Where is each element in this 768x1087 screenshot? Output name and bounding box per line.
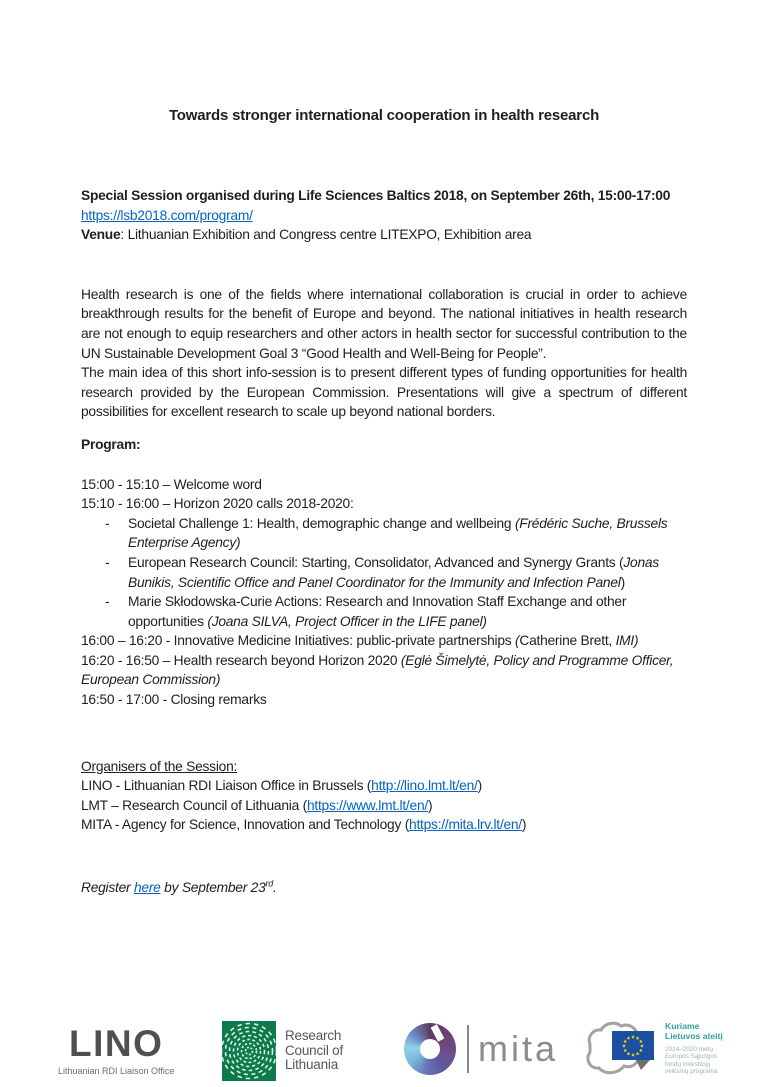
imi-speaker: Catherine Brett, (519, 633, 616, 649)
organiser-line-mita (81, 815, 687, 835)
register-line (81, 878, 687, 898)
program-bullet-societal (81, 514, 687, 553)
imi-org: IMI) (615, 633, 639, 649)
research-council-line-3: Lithuania (285, 1057, 338, 1073)
intro-section (81, 285, 687, 422)
eu-funding-logo (580, 1018, 723, 1082)
register-middle: by September 23 (160, 880, 266, 896)
program-link[interactable]: https://lsb2018.com/program/ (81, 207, 253, 223)
session-headline: Special Session organised during Life Sciences Baltics 2018, on September 26th, 15:00-17:00 (81, 188, 671, 203)
bullet-erc-speaker: Jonas Bunikis, Scientific Office and Panel Coordinator for the Immunity and Infection Panel (128, 554, 659, 590)
program-bullet-msca (81, 592, 687, 631)
venue-line (81, 225, 687, 245)
bullet-erc-text: European Research Council: Starting, Consolidator, Advanced and Synergy Grants ( (128, 554, 624, 570)
mita-logo (404, 1023, 558, 1075)
bullet-societal-speaker: (Frédéric Suche, Brussels Enterprise Agency) (128, 515, 668, 551)
program-line-horizon: 15:10 - 16:00 – Horizon 2020 calls 2018-2020: (81, 496, 354, 512)
organiser-lino-text: LINO - Lithuanian RDI Liaison Office in Brussels ( (81, 778, 372, 794)
register-prefix: Register (81, 880, 134, 896)
mita-divider (467, 1025, 469, 1073)
organiser-line-lino (81, 776, 687, 796)
session-info (81, 186, 687, 245)
research-council-name (285, 1029, 343, 1073)
lino-logo (58, 1023, 175, 1076)
eu-flag-icon (580, 1018, 660, 1082)
program-schedule (81, 475, 687, 710)
mita-logo-wordmark: mita (478, 1028, 559, 1069)
intro-paragraph-2: The main idea of this short info-session is to present different types of funding opportunities for health research provided by the European Commission. Presentations will give a spectrum of different possibilities for excellent research to scale up beyond national borders. (81, 365, 687, 420)
organiser-mita-suffix: ) (521, 817, 527, 833)
research-council-line-2: Council of (285, 1042, 344, 1058)
footer-logos (0, 1016, 768, 1087)
bullet-dash: - (105, 515, 110, 531)
research-council-line-1: Research (285, 1027, 342, 1043)
register-suffix: . (273, 880, 277, 896)
program-line-closing: 16:50 - 17:00 - Closing remarks (81, 692, 267, 708)
imi-paren: ( (515, 633, 520, 649)
organiser-lmt-suffix: ) (427, 797, 433, 813)
eu-programme-line-1: 2014–2020 metų (665, 1045, 713, 1053)
bullet-erc-suffix: ) (620, 574, 625, 590)
organisers-heading: Organisers of the Session: (81, 758, 238, 774)
lino-logo-tagline: Lithuanian RDI Liaison Office (58, 1066, 175, 1076)
bullet-msca-speaker: (Joana SILVA, Project Officer in the LIFE panel) (207, 613, 487, 629)
beyond-text: 16:20 - 16:50 – Health research beyond Horizon 2020 (81, 652, 401, 668)
lmt-website-link[interactable]: https://www.lmt.lt/en/ (306, 797, 428, 813)
organiser-lino-suffix: ) (477, 778, 482, 794)
beyond-speaker: (Eglė Šimelytė, Policy and Programme Officer, European Commission) (81, 652, 674, 688)
register-ordinal: rd (265, 878, 274, 889)
program-bullet-erc (81, 553, 687, 592)
document-body (81, 0, 687, 898)
imi-text: 16:00 – 16:20 - Innovative Medicine Initiatives: public-private partnerships (81, 633, 515, 649)
mita-website-link[interactable]: https://mita.lrv.lt/en/ (409, 817, 522, 833)
session-link-line (81, 206, 687, 226)
organiser-line-lmt (81, 796, 687, 816)
program-line-beyond (81, 651, 687, 690)
register-link[interactable]: here (133, 880, 161, 896)
organiser-mita-text: MITA - Agency for Science, Innovation and Technology ( (81, 817, 410, 833)
bullet-societal-text: Societal Challenge 1: Health, demographic change and wellbeing (128, 515, 515, 531)
bullet-dash: - (105, 554, 110, 570)
eu-programme-text (665, 1046, 723, 1076)
lino-website-link[interactable]: http://lino.lmt.lt/en/ (371, 778, 478, 794)
venue-label: Venue (81, 227, 121, 243)
eu-funding-text (665, 1018, 723, 1076)
eu-programme-line-3: fondų investicijų (665, 1060, 711, 1068)
eu-programme-line-4: veiksmų programa (665, 1068, 718, 1076)
program-line-welcome: 15:00 - 15:10 – Welcome word (81, 476, 262, 492)
program-line-imi (81, 631, 687, 651)
eu-programme-line-2: Europos Sąjungos (665, 1053, 718, 1061)
bullet-dash: - (105, 594, 110, 610)
organiser-lmt-text: LMT – Research Council of Lithuania ( (81, 797, 307, 813)
venue-text: : Lithuanian Exhibition and Congress centre LITEXPO, Exhibition area (120, 227, 532, 243)
eu-slogan-line-2: Lietuvos ateitį (665, 1030, 723, 1041)
research-council-icon (222, 1021, 276, 1081)
lino-logo-wordmark: LINO (69, 1023, 164, 1064)
organisers-section (81, 757, 687, 835)
research-council-logo (222, 1021, 343, 1081)
program-heading: Program: (81, 436, 141, 452)
mita-swirl-icon (404, 1023, 456, 1075)
bullet-msca-text: Marie Skłodowska-Curie Actions: Research and Innovation Staff Exchange and other opportunities (128, 594, 627, 629)
page-title: Towards stronger international cooperation in health research (168, 107, 600, 124)
eu-slogan-line-1: Kuriame (665, 1021, 700, 1031)
intro-paragraph-1: Health research is one of the fields where international collaboration is crucial in order to achieve breakthrough results for the benefit of Europe and beyond. The national initiatives in health research are not enough to equip researchers and other actors in health sector for successful contribution to the UN Sustainable Development Goal 3 “Good Health and Well-Being for People”. (81, 286, 687, 361)
